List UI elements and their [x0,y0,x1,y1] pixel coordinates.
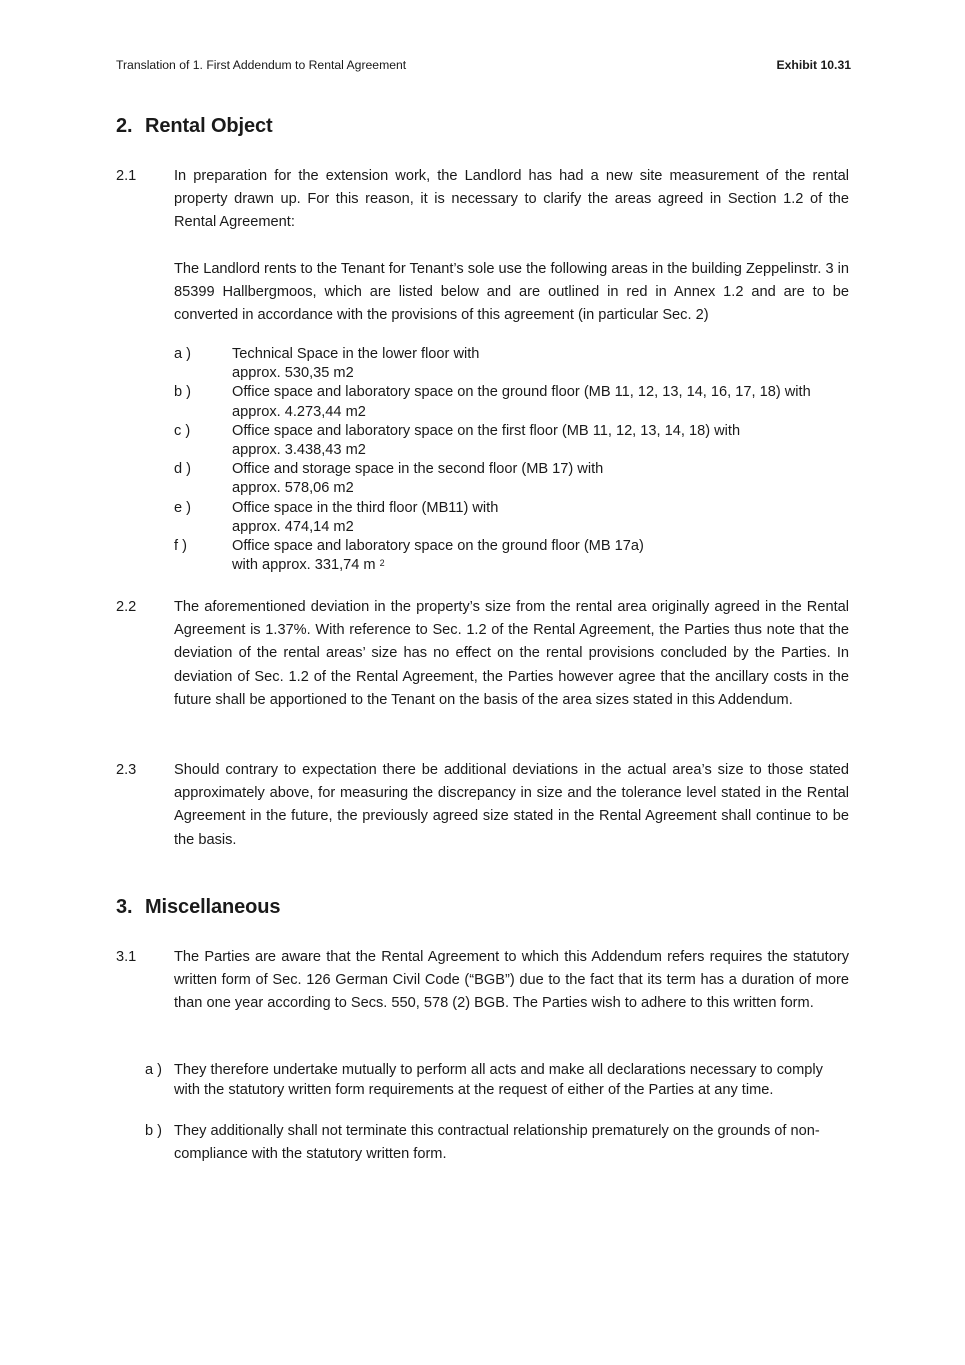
page-header [116,58,851,72]
clause-text: The Parties are aware that the Rental Agreement to which this Addendum refers requires the statutory written form of Sec. 126 German Civil Code (“BGB”) due to the fact that its term has a duration of more than one year according to Secs. 550, 578 (2) BGB. The Parties wish to adhere to this written form. [174,949,849,1012]
superscript-squared: 2 [379,558,385,569]
clause-text: The aforementioned deviation in the property’s size from the rental area originally agreed in the Rental Agreement is 1.37%. With reference to Sec. 1.2 of the Rental Agreement, the Parties thus note that the deviation of the rental areas’ size has no effect on the rental provisions concluded by the Parties. In deviation of Sec. 1.2 of the Rental Agreement, the Parties however agree that the ancillary costs in the future shall be apportioned to the Tenant on the basis of the area sizes stated in this Addendum. [174,599,849,708]
area-description: Office space and laboratory space on the ground floor (MB 17a) [232,538,644,555]
section-title: Miscellaneous [145,896,281,918]
list-label: a ) [174,346,192,362]
clause-number: 3.1 [116,949,137,965]
clause-3-1 [116,946,849,1016]
area-list [174,345,854,575]
area-description: Office and storage space in the second floor (MB 17) with [232,461,604,478]
list-item [174,345,854,383]
clause-text: The Landlord rents to the Tenant for Tenant’s sole use the following areas in the building Zeppelinstr. 3 in 85399 Hallbergmoos, which are listed below and are outlined in red in Annex 1.2 and are to be converted in accordance with the provisions of this agreement (in particular Sec. 2) [174,260,849,324]
list-label: f ) [174,538,187,555]
list-label: e ) [174,499,192,516]
list-item [174,499,854,537]
area-description: Technical Space in the lower floor with [232,346,480,362]
clause-2-3 [116,759,849,852]
area-size: approx. 4.273,44 m2 [232,403,366,420]
list-item [174,383,854,421]
section-title: Rental Object [145,115,273,137]
area-size-value: with approx. 331,74 m [232,557,376,574]
header-title: Translation of 1. First Addendum to Rental Agreement [116,58,407,72]
area-size [232,556,854,575]
area-description: Office space and laboratory space on the ground floor (MB 11, 12, 13, 14, 16, 17, 18) with [232,384,811,401]
clause-text: In preparation for the extension work, the Landlord has had a new site measurement of the rental property drawn up. For this reason, it is necessary to clarify the areas agreed in Section 1.2 of the Rental Agreement: [174,168,849,231]
list-label: b ) [145,1123,163,1139]
section-heading-miscellaneous [116,896,280,919]
list-item [174,460,854,498]
area-size: approx. 578,06 m2 [232,480,354,497]
sublist-text: They therefore undertake mutually to perform all acts and make all declarations necessary to comply with the statutory written form requirements at the request of either of the Parties at any time. [174,1062,823,1098]
area-size: approx. 474,14 m2 [232,518,354,535]
sublist-item-a [145,1061,850,1100]
clause-number: 2.3 [116,762,137,778]
clause-2-2 [116,596,849,712]
section-number: 2. [116,115,133,137]
area-size: approx. 530,35 m2 [232,365,354,382]
list-label: b ) [174,384,192,401]
section-heading-rental-object [116,115,273,138]
area-description: Office space and laboratory space on the first floor (MB 11, 12, 13, 14, 18) with [232,422,741,439]
list-item [174,422,854,460]
area-description: Office space in the third floor (MB11) with [232,499,499,516]
clause-2-1 [116,165,849,327]
sublist-text: They additionally shall not terminate this contractual relationship prematurely on the grounds of non-compliance with the statutory written form. [174,1123,820,1163]
list-label: c ) [174,422,191,439]
sublist-item-b [145,1120,850,1166]
list-label: d ) [174,461,192,478]
clause-text: Should contrary to expectation there be additional deviations in the actual area’s size to those stated approximately above, for measuring the discrepancy in size and the tolerance level stated in the Rental Agreement in the future, the previously agreed size stated in the Rental Agreement shall continue to be the basis. [174,762,849,848]
area-size: approx. 3.438,43 m2 [232,442,366,459]
list-item [174,537,854,575]
clause-number: 2.2 [116,599,137,615]
exhibit-number: Exhibit 10.31 [776,58,851,72]
clause-number: 2.1 [116,168,137,184]
list-label: a ) [145,1062,163,1078]
section-number: 3. [116,896,133,918]
